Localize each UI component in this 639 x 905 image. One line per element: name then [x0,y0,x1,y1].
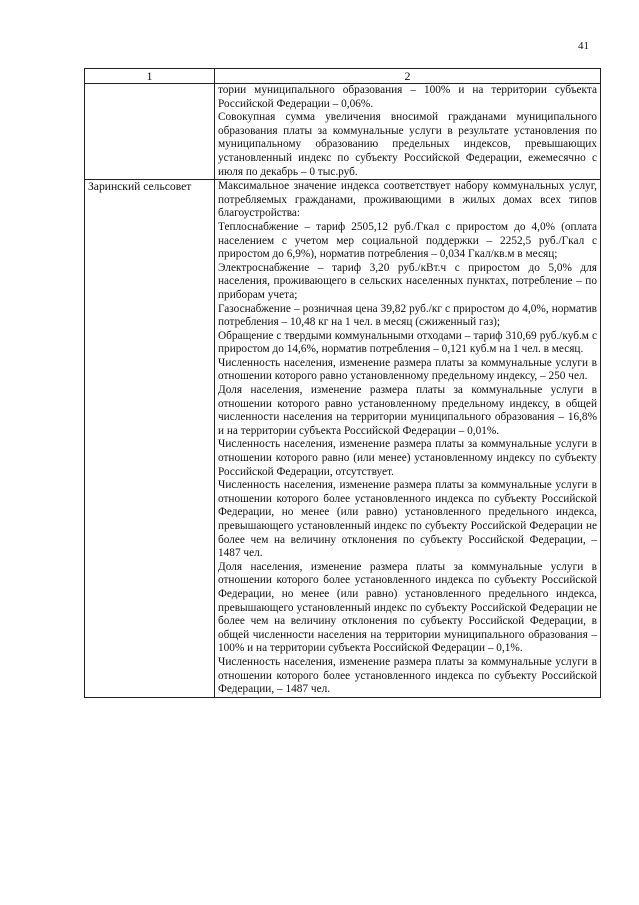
column-header-1: 1 [85,69,215,84]
paragraph: Максимальное значение индекса соответствует набору коммунальных услуг, потребляемых гражданами, проживающими в жилых домах всех типов благоустройства: [218,180,597,220]
column-header-2: 2 [215,69,601,84]
paragraph: Теплоснабжение – тариф 2505,12 руб./Гкал с приростом до 4,0% (оплата населением с учетом мер социальной поддержки – 2252,5 руб./Гкал с приростом до 6,9%), норматив потребления – 0,034 Гкал/кв.м в месяц; [218,220,597,261]
table-row [85,180,601,698]
paragraph: Электроснабжение – тариф 3,20 руб./кВт.ч с приростом до 5,0% для населения, проживающего в сельских населенных пунктах, потребление – по приборам учета; [218,261,597,301]
description-cell [215,180,601,698]
paragraph: Газоснабжение – розничная цена 39,82 руб./кг с приростом до 4,0%, норматив потребления – 10,48 кг на 1 чел. в месяц (сжиженный газ); [218,302,597,329]
paragraph: Численность населения, изменение размера платы за коммунальные услуги в отношении которого равно установленному предельному индексу, – 250 чел. [218,356,597,383]
table-header-row [85,69,601,84]
paragraph: Доля населения, изменение размера платы за коммунальные услуги в отношении которого равно установленному предельному индексу, в общей численности населения на территории муниципального образования – 16,8% и на территории субъекта Российской Федерации – 0,01%. [218,384,597,437]
page-number: 41 [578,40,589,52]
description-cell [215,84,601,180]
municipality-cell: Заринский сельсовет [85,180,215,698]
paragraph: Численность населения, изменение размера платы за коммунальные услуги в отношении которого более установленного индекса по субъекту Российской Федерации, но менее (или равно) установленного предельного индекса, превышающего установленный индекс по субъекту Российской Федерации не более чем на величину отклонения по субъекту Российской Федерации, – 1487 чел. [218,479,597,560]
paragraph: тории муниципального образования – 100% и на территории субъекта Российской Федерации – 0,06%. [218,84,597,110]
paragraph: Обращение с твердыми коммунальными отходами – тариф 310,69 руб./куб.м с приростом до 14,6%, норматив потребления – 0,121 куб.м на 1 чел. в месяц. [218,329,597,356]
paragraph: Численность населения, изменение размера платы за коммунальные услуги в отношении которого равно (или менее) установленному индексу по субъекту Российской Федерации, отсутствует. [218,438,597,478]
paragraph: Совокупная сумма увеличения вносимой гражданами муниципального образования платы за коммунальные услуги в результате установления по муниципальному образованию предельных индексов, превышающих установленный индекс по субъекту Российской Федерации, ежемесячно с июля по декабрь – 0 тыс.руб. [218,111,597,178]
paragraph: Доля населения, изменение размера платы за коммунальные услуги в отношении которого более установленного индекса по субъекту Российской Федерации, но менее (или равно) установленного предельного индекса, превышающего установленный индекс по субъекту Российской Федерации не более чем на величину отклонения по субъекту Российской Федерации, в общей численности населения на территории муниципального образования – 100% и на территории субъекта Российской Федерации – 0,1%. [218,560,597,655]
paragraph: Численность населения, изменение размера платы за коммунальные услуги в отношении которого более установленного индекса по субъекту Российской Федерации, – 1487 чел. [218,655,597,696]
municipality-cell [85,84,215,180]
indices-table [84,68,601,698]
table-row [85,84,601,180]
